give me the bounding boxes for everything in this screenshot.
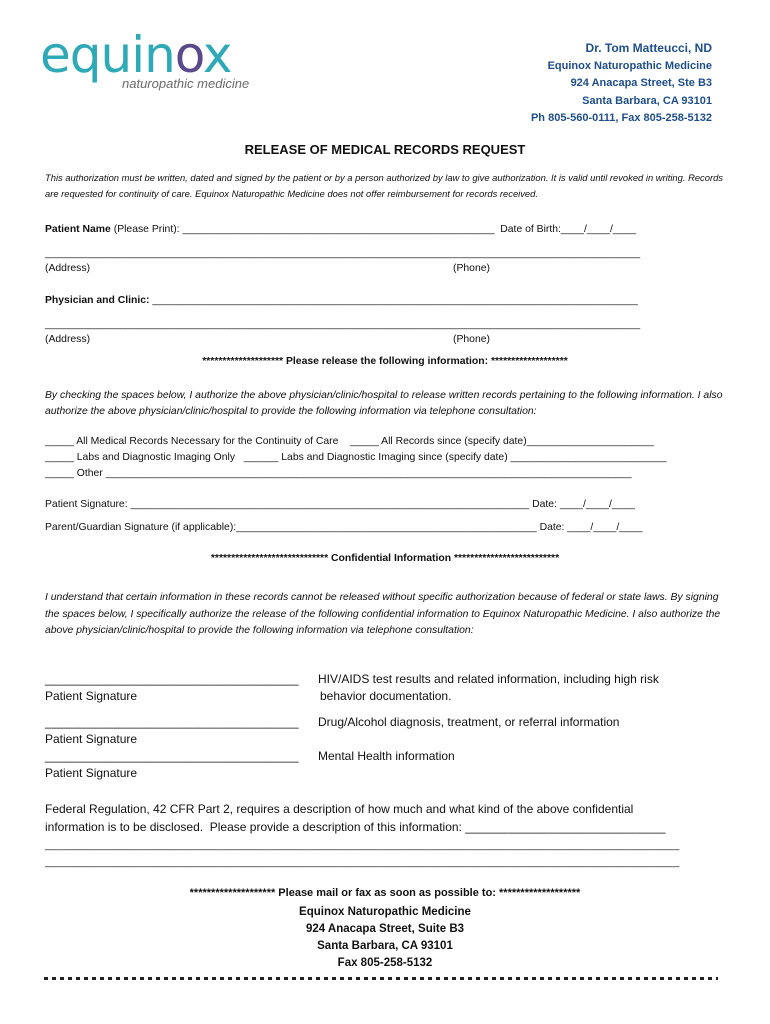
mental-signature-label: Patient Signature <box>45 766 138 780</box>
intro-paragraph: This authorization must be written, dated and signed by the patient or by a person authorized by law to give authorization. It is valid until revoked in writing. Records are requested for continuity of care. Equinox Naturopathic Medicine does not offer reimbursement for records received. <box>45 172 723 199</box>
footer-street: 924 Anacapa Street, Suite B3 <box>305 923 465 935</box>
physician-address-line[interactable]: _______________________________________________________________________________________________________ <box>45 319 641 330</box>
physician-field[interactable]: ____________________________________________________________________________________ <box>149 295 638 306</box>
patient-name-field[interactable]: (Please Print): ______________________________________________________ Date of Birth:____/____/____ <box>110 224 637 235</box>
physician-address-label: (Address) <box>45 334 91 345</box>
hiv-signature-label: Patient Signature <box>45 689 138 703</box>
release-paragraph: By checking the spaces below, I authorize the above physician/clinic/hospital to release written records pertaining to the following information. I also authorize the above physician/clinic/hospital to provide the following information via telephone consultation: <box>45 390 723 417</box>
footer-dotted-divider <box>44 977 718 980</box>
clinic-street: 924 Anacapa Street, Ste B3 <box>570 77 712 89</box>
clinic-name: Equinox Naturopathic Medicine <box>547 59 712 72</box>
federal-line-3[interactable]: ___________________________________________________________________________________________________________ <box>45 840 680 851</box>
hiv-item-text-2: behavior documentation. <box>320 689 452 703</box>
clinic-contact-block <box>531 40 712 128</box>
clinic-phone-fax: Ph 805-560-0111, Fax 805-258-5132 <box>530 112 712 124</box>
federal-line-4[interactable]: ___________________________________________________________________________________________________________ <box>45 857 680 868</box>
drug-signature-label: Patient Signature <box>45 732 138 746</box>
clinic-city: Santa Barbara, CA 93101 <box>582 94 712 107</box>
drug-signature-line[interactable]: ______________________________________ <box>45 715 299 729</box>
physician-phone-label: (Phone) <box>453 334 490 345</box>
logo-wordmark: equinox <box>40 26 232 84</box>
patient-phone-label: (Phone) <box>453 263 490 274</box>
guardian-signature-row[interactable]: Parent/Guardian Signature (if applicable):____________________________________________________ Date: ____/____/____ <box>45 522 643 533</box>
footer-city: Santa Barbara, CA 93101 <box>317 940 453 952</box>
clinic-logo <box>40 28 280 100</box>
mental-item-text: Mental Health information <box>318 749 455 763</box>
option-row-2[interactable]: _____ Labs and Diagnostic Imaging Only ______ Labs and Diagnostic Imaging since (specify date) ___________________________ <box>45 452 667 463</box>
document-title: RELEASE OF MEDICAL RECORDS REQUEST <box>244 142 526 157</box>
footer-clinic: Equinox Naturopathic Medicine <box>299 906 471 918</box>
logo-tagline: naturopathic medicine <box>122 76 250 91</box>
doctor-name: Dr. Tom Matteucci, ND <box>585 41 712 55</box>
drug-item-text: Drug/Alcohol diagnosis, treatment, or referral information <box>318 715 620 729</box>
mail-heading: ******************** Please mail or fax as soon as possible to: ******************* <box>189 887 581 899</box>
physician-row[interactable] <box>45 295 638 306</box>
federal-line-2[interactable]: information is to be disclosed. Please provide a description of this information: ______________________________ <box>45 820 666 834</box>
patient-name-row[interactable] <box>45 224 636 235</box>
option-row-3[interactable]: _____ Other ___________________________________________________________________________________________ <box>45 468 632 479</box>
patient-address-label: (Address) <box>45 263 91 274</box>
federal-line-1: Federal Regulation, 42 CFR Part 2, requires a description of how much and what kind of the above confidential <box>45 802 634 816</box>
patient-name-label: Patient Name <box>45 224 111 235</box>
mental-signature-line[interactable]: ______________________________________ <box>45 749 299 763</box>
release-heading: ******************** Please release the following information: ******************* <box>202 356 568 367</box>
confidential-paragraph: I understand that certain information in these records cannot be released without specific authorization because of federal or state laws. By signing the spaces below, I specifically authorize the release of the following confidential information to Equinox Naturopathic Medicine. I also authorize the above physician/clinic/hospital to provide the following information via telephone consultation: <box>45 592 721 636</box>
physician-label: Physician and Clinic: <box>45 295 150 306</box>
hiv-signature-line[interactable]: ______________________________________ <box>45 672 299 686</box>
patient-signature-row[interactable]: Patient Signature: _____________________________________________________________________ Date: ____/____/____ <box>45 499 635 510</box>
confidential-heading: ***************************** Confidential Information ************************** <box>210 553 560 564</box>
footer-fax: Fax 805-258-5132 <box>337 957 433 969</box>
option-row-1[interactable]: _____ All Medical Records Necessary for the Continuity of Care _____ All Records since (specify date)______________________ <box>45 436 654 447</box>
patient-address-line[interactable]: _______________________________________________________________________________________________________ <box>45 248 641 259</box>
hiv-item-text-1: HIV/AIDS test results and related information, including high risk <box>318 672 659 686</box>
